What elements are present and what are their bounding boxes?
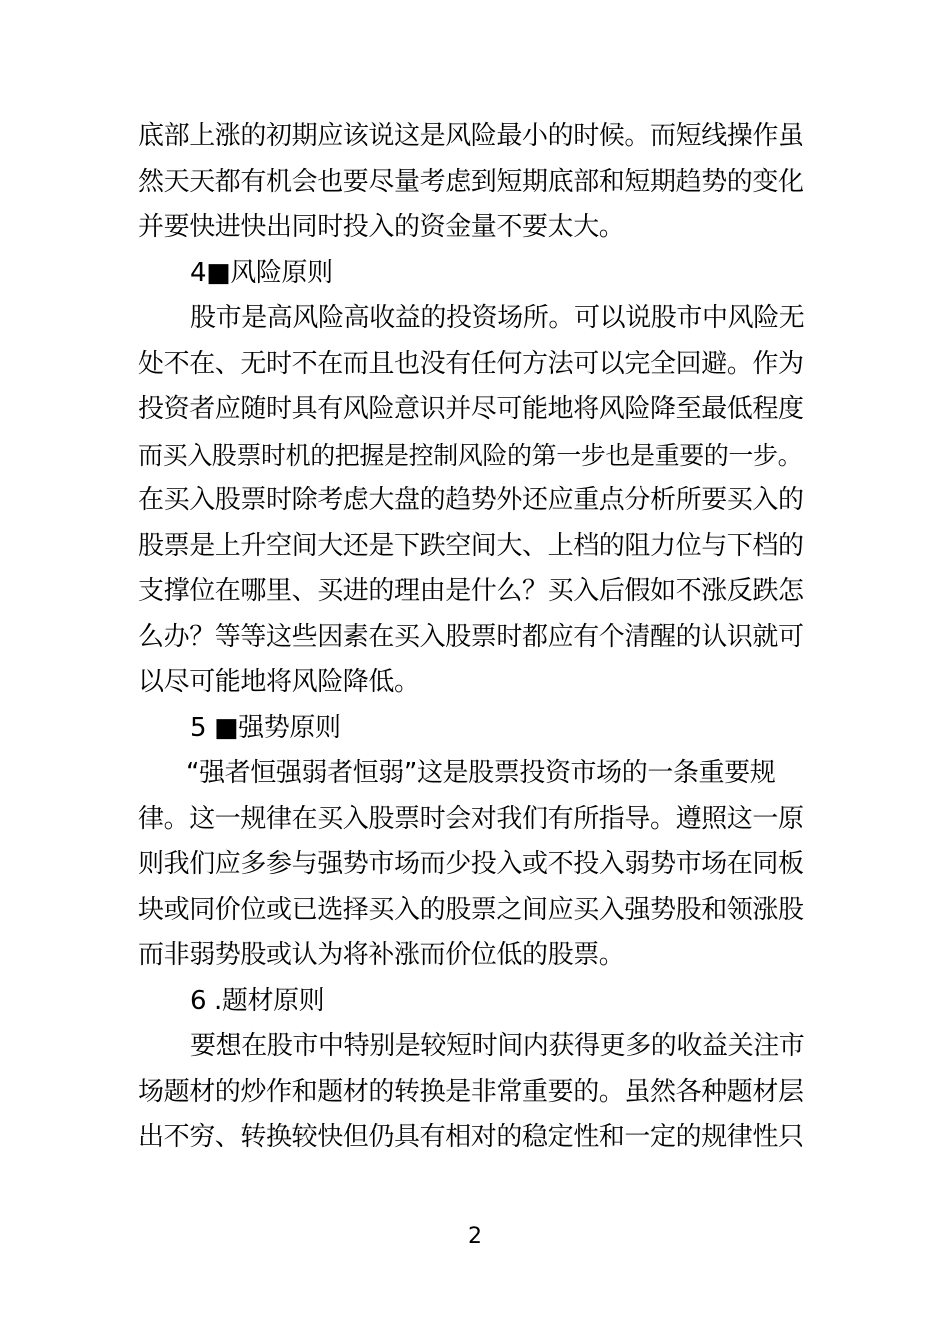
text-line: 然天天都有机会也要尽量考虑到短期底部和短期趋势的变化 <box>138 166 804 197</box>
text-line: 投资者应随时具有风险意识并尽可能地将风险降至最低程度 <box>138 394 804 424</box>
text-line: 出不穷、转换较快但仍具有相对的稳定性和一定的规律性只 <box>138 1122 804 1152</box>
text-line: 以尽可能地将风险降低。 <box>138 667 420 697</box>
text-line: 并要快进快出同时投入的资金量不要太大。 <box>138 212 625 242</box>
text-line: 块或同价位或已选择买入的股票之间应买入强势股和领涨股 <box>138 894 804 925</box>
section-heading-theme: 6 .题材原则 <box>190 985 325 1016</box>
text-line: 股市是高风险高收益的投资场所。可以说股市中风险无 <box>190 303 805 333</box>
text-line: 么办？等等这些因素在买入股票时都应有个清醒的认识就可 <box>138 621 804 652</box>
text-line: 而非弱势股或认为将补涨而价位低的股票。 <box>138 940 625 970</box>
text-line: 要想在股市中特别是较短时间内获得更多的收益关注市 <box>190 1031 805 1061</box>
text-line: 律。这一规律在买入股票时会对我们有所指导。遵照这一原 <box>138 803 804 834</box>
section-heading-strength: 5 ■强势原则 <box>190 712 341 743</box>
text-line: 支撑位在哪里、买进的理由是什么？买入后假如不涨反跌怎 <box>138 576 804 606</box>
text-line: 则我们应多参与强势市场而少投入或不投入弱势市场在同板 <box>138 849 804 879</box>
text-line: 在买入股票时除考虑大盘的趋势外还应重点分析所要买入的 <box>138 485 804 515</box>
text-line: 股票是上升空间大还是下跌空间大、上档的阻力位与下档的 <box>138 530 804 561</box>
text-line: “强者恒强弱者恒弱”这是股票投资市场的一条重要规 <box>186 758 776 788</box>
text-line: 场题材的炒作和题材的转换是非常重要的。虽然各种题材层 <box>138 1076 804 1107</box>
text-line: 底部上涨的初期应该说这是风险最小的时候。而短线操作虽 <box>138 121 804 151</box>
text-line: 处不在、无时不在而且也没有任何方法可以完全回避。作为 <box>138 348 804 379</box>
section-heading-risk: 4■风险原则 <box>190 257 333 288</box>
page-number: 2 <box>468 1224 482 1249</box>
text-line: 而买入股票时机的把握是控制风险的第一步也是重要的一步。 <box>138 440 803 470</box>
body-text <box>138 114 814 1161</box>
